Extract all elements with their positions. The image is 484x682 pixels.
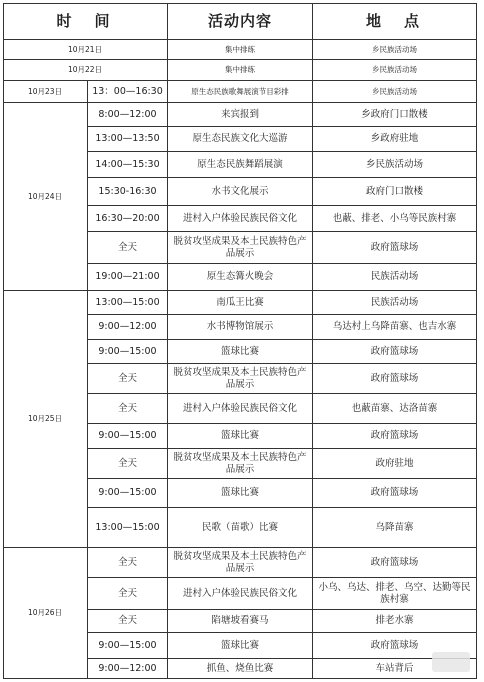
place-cell: 乡民族活动场: [313, 152, 477, 178]
content-cell: 原生态民族歌舞展演节目彩排: [168, 81, 313, 103]
content-cell: 篮球比赛: [168, 633, 313, 659]
place-cell: 政府篮球场: [313, 340, 477, 364]
content-cell: 原生态篝火晚会: [168, 264, 313, 291]
place-cell: 乡民族活动场: [313, 60, 477, 81]
time-cell: 19:00—21:00: [88, 264, 168, 291]
date-cell: 10月24日: [3, 103, 88, 291]
content-cell: 抓鱼、烧鱼比赛: [168, 659, 313, 679]
content-cell: 篮球比赛: [168, 479, 313, 508]
place-cell: 乡政府门口散楼: [313, 103, 477, 127]
place-cell: 民族活动场: [313, 291, 477, 315]
place-cell: 乌降苗寨: [313, 508, 477, 548]
time-cell: 9:00—15:00: [88, 340, 168, 364]
time-cell: 9:00—15:00: [88, 424, 168, 449]
content-cell: 集中排练: [168, 60, 313, 81]
time-cell: 全天: [88, 548, 168, 578]
time-cell: 8:00—12:00: [88, 103, 168, 127]
time-cell: 全天: [88, 394, 168, 424]
place-cell: 也蔽苗寨、达洛苗寨: [313, 394, 477, 424]
content-cell: 陷塘坡看赛马: [168, 610, 313, 633]
header-time: 时 间: [3, 3, 168, 40]
content-cell: 脱贫攻坚成果及本土民族特色产品展示: [168, 449, 313, 479]
place-cell: 政府篮球场: [313, 633, 477, 659]
place-cell: 政府篮球场: [313, 479, 477, 508]
place-cell: 乡民族活动场: [313, 40, 477, 60]
time-cell: 9:00—15:00: [88, 633, 168, 659]
place-cell: 民族活动场: [313, 264, 477, 291]
content-cell: 进村入户体验民族民俗文化: [168, 394, 313, 424]
time-cell: 全天: [88, 364, 168, 394]
content-cell: 原生态民族文化大巡游: [168, 127, 313, 152]
time-cell: 全天: [88, 578, 168, 610]
content-cell: 篮球比赛: [168, 424, 313, 449]
time-cell: 9:00—15:00: [88, 479, 168, 508]
place-cell: 乡政府驻地: [313, 127, 477, 152]
place-cell: 车站背后: [313, 659, 477, 679]
time-cell: 13：00—16:30: [88, 81, 168, 103]
time-cell: 13:00—15:00: [88, 508, 168, 548]
place-cell: 政府篮球场: [313, 364, 477, 394]
content-cell: 来宾报到: [168, 103, 313, 127]
time-cell: 15:30-16:30: [88, 178, 168, 206]
place-cell: 政府门口散楼: [313, 178, 477, 206]
date-cell: 10月26日: [3, 548, 88, 679]
time-cell: 16:30—20:00: [88, 206, 168, 232]
time-cell: 13:00—13:50: [88, 127, 168, 152]
place-cell: 乡民族活动场: [313, 81, 477, 103]
place-cell: 也蔽、排老、小乌等民族村寨: [313, 206, 477, 232]
content-cell: 水书博物馆展示: [168, 315, 313, 340]
content-cell: 民歌（苗歌）比赛: [168, 508, 313, 548]
date-cell: 10月21日: [3, 40, 168, 60]
place-cell: 小乌、乌达、排老、乌空、达勤等民族村寨: [313, 578, 477, 610]
time-cell: 全天: [88, 449, 168, 479]
time-cell: 全天: [88, 610, 168, 633]
time-cell: 14:00—15:30: [88, 152, 168, 178]
place-cell: 政府篮球场: [313, 548, 477, 578]
date-cell: 10月22日: [3, 60, 168, 81]
place-cell: 乌达村上乌降苗寨、也吉水寨: [313, 315, 477, 340]
header-place: 地 点: [313, 3, 477, 40]
time-cell: 9:00—12:00: [88, 315, 168, 340]
place-cell: 排老水寨: [313, 610, 477, 633]
content-cell: 篮球比赛: [168, 340, 313, 364]
date-cell: 10月25日: [3, 291, 88, 548]
place-cell: 政府篮球场: [313, 232, 477, 264]
content-cell: 原生态民族舞蹈展演: [168, 152, 313, 178]
watermark-logo: [432, 652, 470, 672]
content-cell: 集中排练: [168, 40, 313, 60]
content-cell: 水书文化展示: [168, 178, 313, 206]
date-cell: 10月23日: [3, 81, 88, 103]
time-cell: 13:00—15:00: [88, 291, 168, 315]
header-content: 活动内容: [168, 3, 313, 40]
content-cell: 脱贫攻坚成果及本土民族特色产品展示: [168, 232, 313, 264]
content-cell: 脱贫攻坚成果及本土民族特色产品展示: [168, 364, 313, 394]
time-cell: 9:00—12:00: [88, 659, 168, 679]
schedule-table: [3, 3, 477, 679]
place-cell: 政府篮球场: [313, 424, 477, 449]
content-cell: 进村入户体验民族民俗文化: [168, 578, 313, 610]
content-cell: 脱贫攻坚成果及本土民族特色产品展示: [168, 548, 313, 578]
place-cell: 政府驻地: [313, 449, 477, 479]
time-cell: 全天: [88, 232, 168, 264]
content-cell: 进村入户体验民族民俗文化: [168, 206, 313, 232]
content-cell: 南瓜王比赛: [168, 291, 313, 315]
